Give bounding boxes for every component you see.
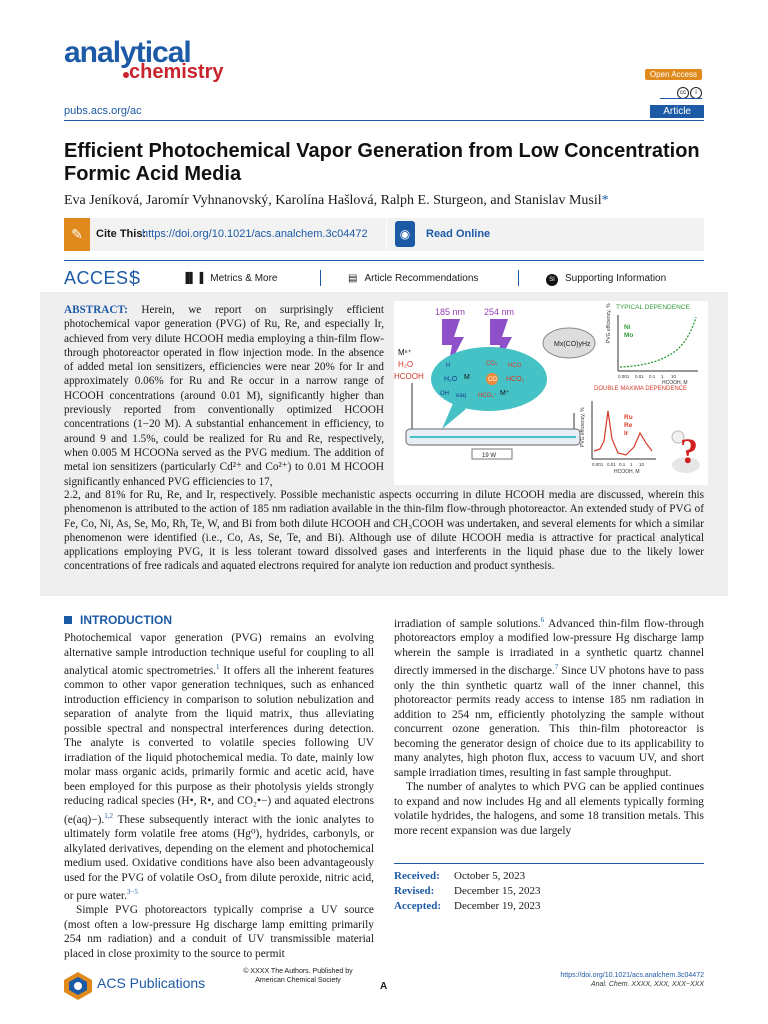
- supporting-info-label: Supporting Information: [565, 273, 667, 284]
- access-label: ACCESS: [64, 268, 142, 288]
- paragraph: [394, 613, 704, 780]
- reference-link[interactable]: 6: [540, 616, 545, 624]
- question-mark-icon: ?: [680, 431, 698, 471]
- copyright-notice: © XXXX The Authors. Published by American Chemical Society: [243, 968, 353, 984]
- footer-doi: [560, 971, 704, 989]
- x-tick: 10: [671, 374, 677, 379]
- journal-logo[interactable]: [64, 38, 224, 82]
- section-heading-text: INTRODUCTION: [80, 613, 172, 627]
- typical-title: TYPICAL DEPENDENCE: [616, 304, 690, 311]
- x-tick: 10: [639, 462, 645, 467]
- section-marker: [64, 616, 72, 624]
- logo-line2: [122, 62, 224, 82]
- recommendations-link[interactable]: [348, 273, 478, 284]
- reference-link[interactable]: 1: [216, 663, 220, 671]
- typical-element-mo: Mo: [624, 332, 634, 339]
- access-separator: [133, 270, 134, 286]
- typical-x-label: HCOOH, M: [662, 380, 688, 386]
- page-number: A: [380, 981, 388, 992]
- x-tick: 1: [630, 462, 633, 467]
- publisher-name[interactable]: ACS Publications: [97, 975, 206, 991]
- received-label: Received:: [394, 870, 440, 882]
- open-access-badge[interactable]: Open Access: [645, 69, 702, 80]
- received-date: October 5, 2023: [454, 870, 526, 882]
- x-tick: 0.001: [618, 374, 630, 379]
- double-element-ir: Ir: [624, 430, 629, 437]
- input-formic-acid: HCOOH: [394, 372, 424, 381]
- input-water: H₂O: [398, 360, 414, 369]
- read-online-icon[interactable]: ◉: [395, 221, 415, 247]
- wavelength-254: 254 nm: [484, 307, 515, 317]
- footer-doi-link[interactable]: https://doi.org/10.1021/acs.analchem.3c04472: [560, 972, 704, 979]
- species-label: eaq: [456, 393, 467, 399]
- read-online-link[interactable]: Read Online: [426, 228, 491, 240]
- wavelength-185: 185 nm: [435, 307, 466, 317]
- species-label: M⁺: [500, 390, 510, 397]
- toolbar-separator: [320, 270, 321, 286]
- x-tick: 0.01: [635, 374, 644, 379]
- paragraph-text: The number of analytes to which PVG can be applied continues to expand and now includes Hg and all elements typically forming volatile hydrides, the halogens, and some 18 transition metals. This more recent expansion was due largely: [394, 781, 704, 837]
- paragraph-text: These subsequently interact with the ionic analytes to ultimately form volatile free atoms (Hg⁰), hydrides, carbonyls, or alkylated derivatives, depending on the element and photochemical medium used. Oxidative conditions have also been advantageously used for the PVG of volatile OsO₄ from dilute peroxide, nitric acid, or pure water.: [64, 813, 374, 902]
- double-element-ru: Ru: [624, 414, 633, 421]
- x-tick: 0.01: [607, 462, 616, 467]
- accepted-date: December 19, 2023: [454, 900, 541, 912]
- si-icon: SI: [546, 274, 558, 286]
- accepted-row: [394, 899, 704, 914]
- paragraph: [394, 780, 704, 838]
- acs-hex-center: [74, 982, 82, 990]
- revised-label: Revised:: [394, 885, 435, 897]
- cc-icon: cc: [677, 87, 689, 99]
- paragraph: [64, 631, 374, 903]
- abstract-text-part1: [64, 303, 384, 489]
- article-dates: [394, 863, 704, 914]
- abstract-body-1: Herein, we report on surprisingly efficient photochemical vapor generation (PVG) of Ru, Re, and especially Ir, achieved from very dilute HCOOH media employing a thin-film flow-through photoreactor operated in flow injection mode. In the absence of added metal ion sensitizers, efficiencies were near 20% for Ir and approximately 0.06% for Ru and Re occur in a narrow range of HCOOH concentrations (around 0.01 M), significantly higher than previously reported from conventionally optimized HCOOH concentrations (1−20 M). A substantial enhancement in efficiency, to around 9 and 1.5%, could be realized for Ru and Re, respectively, when 0.005 M HCOONa served as the PVG medium. The addition of metal ion sensitizers (particularly Cd²⁺ and Co²⁺) to 0.01 M HCOOH significantly enhanced PVG efficiencies to 17,: [64, 304, 384, 488]
- species-label: M: [464, 374, 470, 381]
- logo-line1: analytical: [64, 36, 191, 69]
- double-title: DOUBLE MAXIMA DEPENDENCE: [594, 386, 688, 392]
- header-rule: [64, 120, 704, 121]
- metrics-label: Metrics & More: [210, 273, 278, 284]
- typical-y-label: PVG efficiency, %: [606, 303, 612, 343]
- paragraph-text: Advanced thin-film flow-through photoreactors employ a modified low-pressure Hg discharge lamp wherein the sample is irradiated in a synthetic quartz channel directly immersed in the discharge.: [394, 617, 704, 678]
- open-access-rule: [660, 98, 702, 99]
- abstract-label: ABSTRACT:: [64, 304, 128, 316]
- article-title: Efficient Photochemical Vapor Generation from Low Concentration Formic Acid Media: [64, 140, 700, 185]
- article-list-icon: ▤: [348, 273, 358, 284]
- species-label: CO₂: [486, 361, 498, 367]
- access-rule: [64, 260, 704, 261]
- logo-line2-text: chemistry: [129, 61, 224, 83]
- product-formula: Mx(CO)yHz: [554, 341, 591, 348]
- corresponding-author-icon[interactable]: *: [601, 193, 609, 208]
- species-label: H₂O: [444, 376, 458, 383]
- x-tick: 0.1: [619, 462, 626, 467]
- x-tick: 0.001: [592, 462, 604, 467]
- revised-row: [394, 884, 704, 899]
- cite-doi-link[interactable]: https://doi.org/10.1021/acs.analchem.3c04472: [142, 228, 368, 240]
- double-element-re: Re: [624, 422, 633, 429]
- reference-link[interactable]: 7: [554, 663, 559, 672]
- metrics-link[interactable]: [182, 273, 278, 284]
- by-icon: i: [690, 87, 702, 99]
- author-list: [64, 193, 609, 209]
- species-label: HCO: [508, 363, 522, 369]
- author-names: Eva Jeníková, Jaromír Vyhnanovský, Karolína Hašlová, Ralph E. Sturgeon, and Stanislav Musil: [64, 193, 602, 208]
- species-label: CO: [488, 377, 497, 383]
- paragraph-text: Simple PVG photoreactors typically comprise a UV source (most often a low-pressure Hg discharge lamp emitting primarily 254 nm radiation) and a conduit of UV transmissible material placed in close proximity to the source to permit: [64, 904, 374, 960]
- toc-graphic[interactable]: [394, 301, 708, 485]
- paragraph-text: irradiation of sample solutions.: [394, 617, 541, 630]
- cite-label: Cite This:: [96, 228, 147, 240]
- reference-link[interactable]: 3−5: [126, 888, 138, 897]
- toolbar-separator: [518, 270, 519, 286]
- supporting-info-link[interactable]: [546, 273, 666, 286]
- paragraph: [64, 903, 374, 961]
- body-column-right: [394, 613, 704, 838]
- acs-logo-icon[interactable]: [64, 972, 92, 1000]
- paragraph-text: Since UV photons have to pass only the thin synthetic quartz wall of the inner channel, this photoreactor permits ready access to intense 185 nm radiation in addition to 254 nm, efficiently photolyzing the sample without concurrent ozone generation. This thin-film photoreactor is becoming the generator design of choice due to its applicability to many analytes, high photon flux, access to vacuum UV, and short sample irradiation times, resulting in fast sample throughput.: [394, 665, 704, 779]
- species-label: HCO₂⁻: [478, 393, 497, 399]
- typical-element-ni: Ni: [624, 324, 631, 331]
- double-y-label: PVG efficiency, %: [580, 407, 586, 447]
- lamp-power: 19 W: [482, 453, 497, 459]
- species-label: OH: [440, 391, 449, 397]
- section-heading-introduction: [64, 613, 172, 627]
- body-column-left: [64, 631, 374, 961]
- article-type-badge: Article: [650, 105, 704, 118]
- paragraph-text: Photochemical vapor generation (PVG) remains an evolving alternative sample introduction technique useful for coupling to all analytical atomic spectrometries.: [64, 632, 374, 677]
- input-metal: Mⁿ⁺: [398, 348, 412, 357]
- species-label: H: [446, 363, 451, 369]
- revised-date: December 15, 2023: [454, 885, 541, 897]
- cite-icon: ✎: [64, 218, 90, 251]
- recommendations-label: Article Recommendations: [364, 273, 479, 284]
- bar-chart-icon: ▐▌▐: [182, 273, 204, 284]
- accepted-label: Accepted:: [394, 900, 442, 912]
- footer-journal-citation: Anal. Chem. XXXX, XXX, XXX−XXX: [590, 981, 704, 988]
- species-label: HCO₂: [506, 376, 525, 383]
- reference-link[interactable]: 1,2: [104, 811, 114, 820]
- cite-divider: [386, 218, 387, 251]
- double-x-label: HCOOH, M: [614, 469, 640, 475]
- site-url[interactable]: pubs.acs.org/ac: [64, 105, 142, 117]
- paragraph-text: It offers all the inherent features common to other vapor generation techniques, such as enhanced introduction efficiency in comparison to solution nebulization and separation of analyte from the liquid matrix, thus alleviating possible spectral and nonspectral interferences during detection. The analyte is converted to volatile species following UV irradiation of the liquid photochemical media. To date, mainly low molar mass organic acids, primarily formic and acetic acid, have been employed for this purpose as their photolysis yields strongly reducing radical species (H•, R•, and CO₂•−) and aquated electrons (e(aq)−).: [64, 664, 374, 826]
- x-tick: 0.1: [649, 374, 656, 379]
- x-tick: 1: [661, 374, 664, 379]
- received-row: [394, 869, 704, 884]
- abstract-text-part2: 2.2, and 81% for Ru, Re, and Ir, respectively. Possible mechanistic aspects occurring in dilute HCOOH media are discussed, wherein this phenomenon is attributed to the action of 185 nm radiation available in the thin-film flow-through photoreactor. An extended study of PVG of Fe, Co, Ni, As, Se, Mo, Rh, Te, W, and Bi from both dilute HCOOH and CH₃COOH was undertaken, and several elements for which a similar phenomenon were identified (i.e., Co, As, Se, Te, and Bi). Although use of dilute HCOOH media is attractive for practical analytical applications employing PVG, it is less tolerant toward dissolved gases and interferents in the liquid phase due to the likely lower concentrations of free radicals and aquated electrons required for analyte ion reduction and product synthesis.: [64, 489, 704, 573]
